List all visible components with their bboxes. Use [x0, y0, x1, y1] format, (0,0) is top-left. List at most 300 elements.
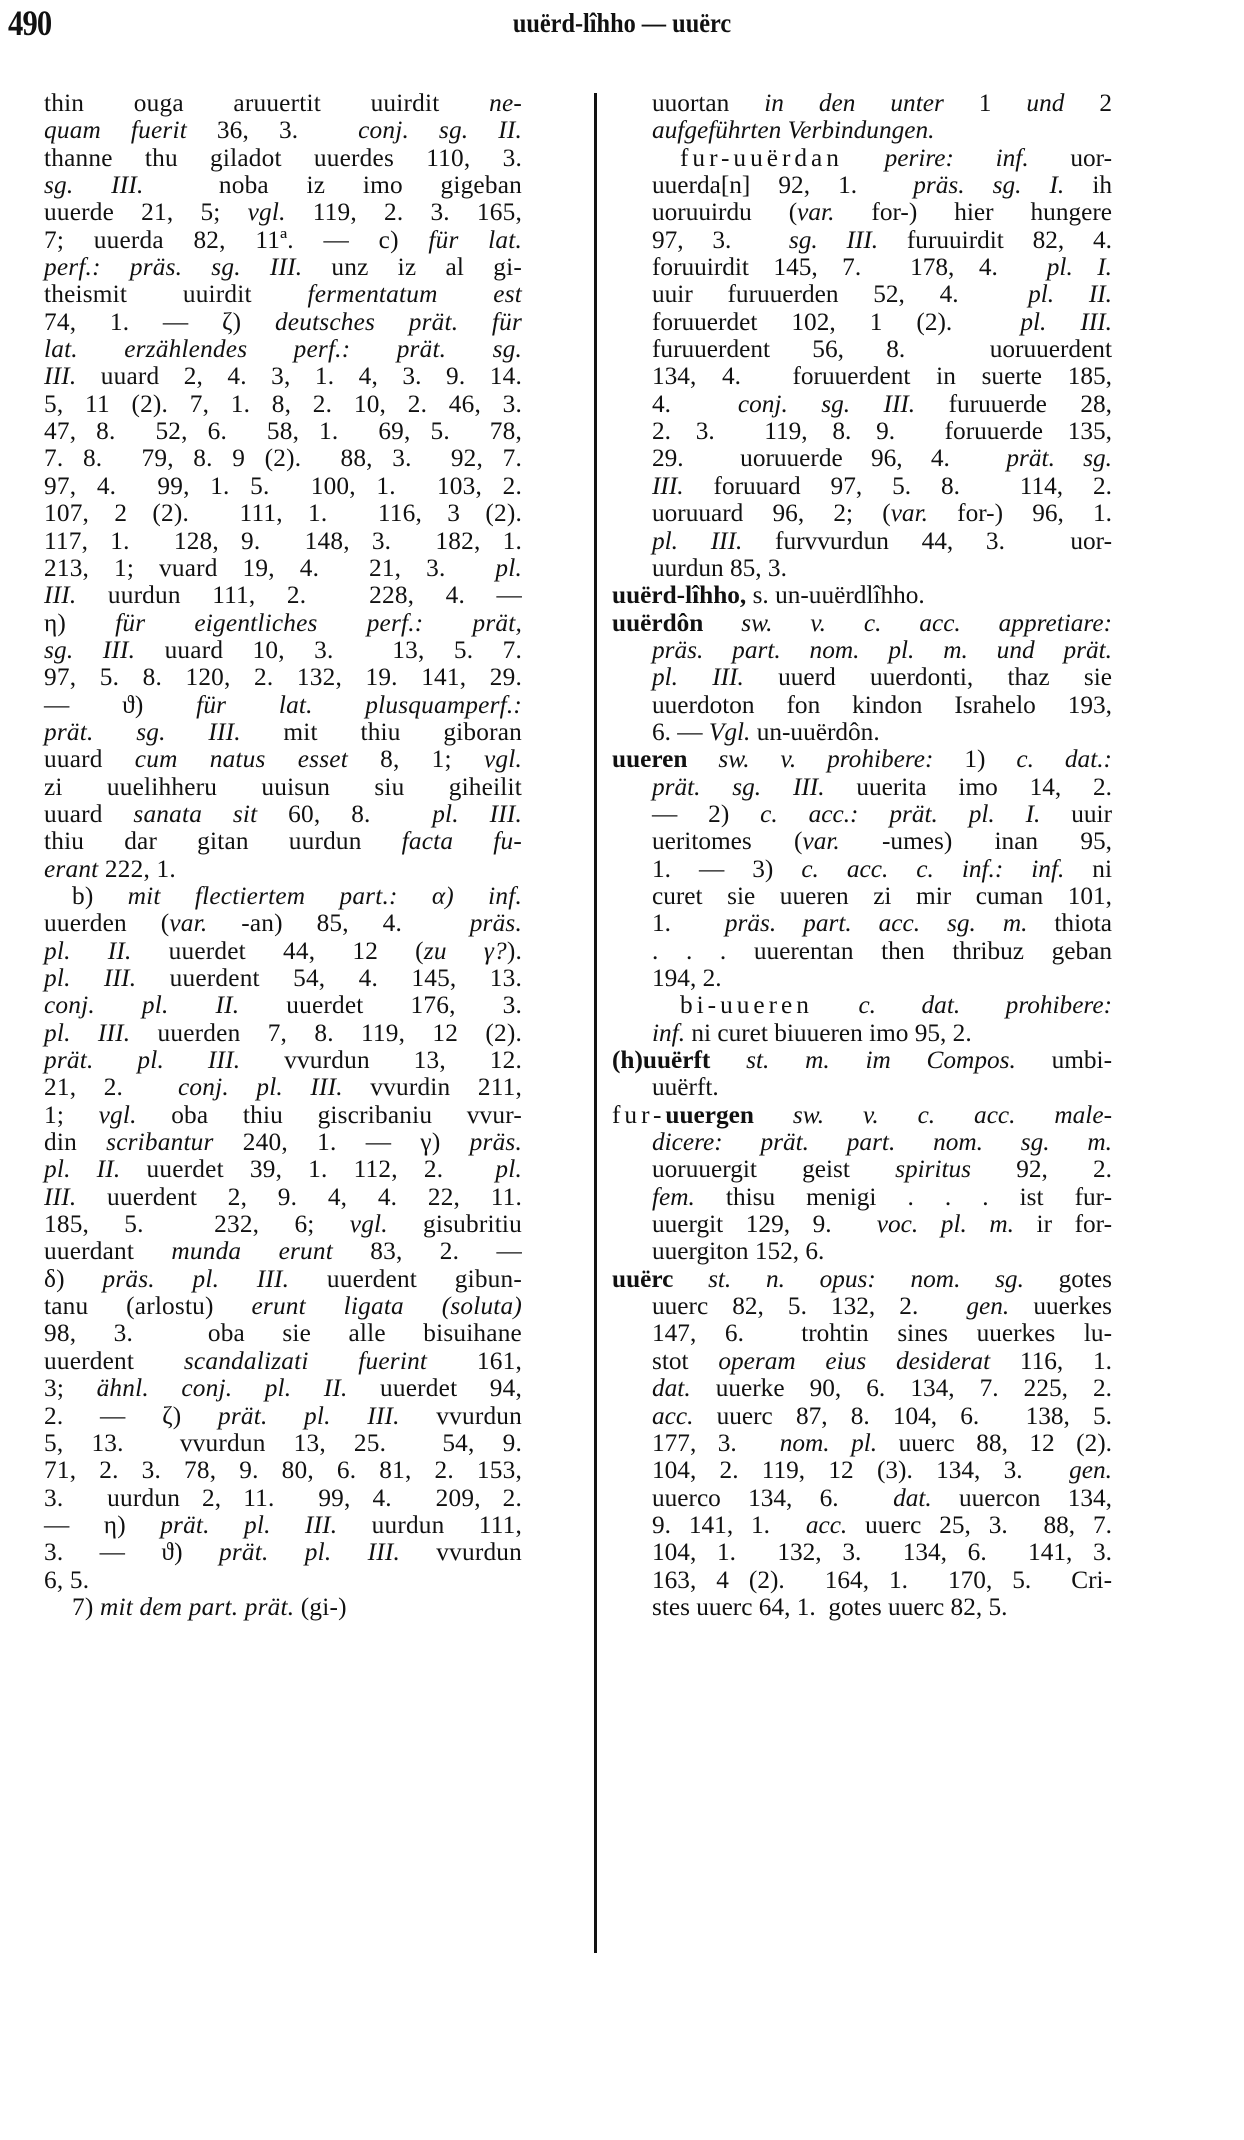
- text-segment: uuerc 87, 8. 104, 6. 138, 5.: [693, 1401, 1112, 1430]
- text-line: [44, 363, 522, 390]
- text-segment: oba thiu giscribaniu vvur-: [136, 1100, 522, 1129]
- text-line: [44, 281, 522, 308]
- text-line: [612, 473, 1112, 500]
- text-line: [44, 1348, 522, 1375]
- text-segment: ih: [1064, 171, 1112, 200]
- text-line: [44, 90, 522, 117]
- text-line: [612, 1457, 1112, 1484]
- italic-text: scribantur: [106, 1128, 214, 1157]
- text-line: [44, 582, 522, 609]
- italic-text: vgl.: [98, 1100, 137, 1129]
- text-segment: 98, 3. oba sie alle bisuihane: [44, 1319, 522, 1348]
- running-head: uuërd-lîhho — uuërc: [512, 8, 732, 38]
- text-line: [612, 1485, 1112, 1512]
- text-line: [612, 363, 1112, 390]
- text-line: [612, 1129, 1112, 1156]
- italic-text: perire: inf.: [884, 143, 1029, 172]
- text-segment: -an) 85, 4.: [207, 909, 470, 938]
- text-segment: 147, 6. trohtin sines uuerkes lu-: [652, 1319, 1112, 1348]
- text-segment: uuerdent: [44, 1346, 184, 1375]
- text-line: [612, 199, 1112, 226]
- italic-text: pl.: [495, 1155, 522, 1184]
- text-line: [44, 1211, 522, 1238]
- text-segment: 117, 1. 128, 9. 148, 3. 182, 1.: [44, 526, 522, 555]
- text-segment: 3. — ϑ): [44, 1538, 219, 1567]
- italic-text: facta fu-: [401, 827, 522, 856]
- italic-text: pl. II.: [44, 936, 132, 965]
- text-line: [612, 1320, 1112, 1347]
- text-segment: gotes: [1023, 1264, 1112, 1293]
- text-segment: [754, 1101, 793, 1129]
- headword: (h)uuërft: [612, 1046, 711, 1075]
- text-segment: 222, 1.: [98, 854, 176, 883]
- text-segment: uuerc 25, 3. 88, 7.: [847, 1510, 1113, 1539]
- text-segment: uuerke 90, 6. 134, 7. 225, 2.: [690, 1374, 1112, 1403]
- text-segment: furuuirdit 82, 4.: [878, 225, 1112, 254]
- text-segment: 97, 5. 8. 120, 2. 132, 19. 141, 29.: [44, 663, 522, 692]
- italic-text: pl. III.: [1020, 307, 1112, 336]
- text-segment: 240, 1. — γ): [213, 1128, 470, 1157]
- text-line: [44, 1403, 522, 1430]
- text-line: [612, 172, 1112, 199]
- text-segment: 74, 1. — ζ): [44, 307, 275, 336]
- text-line: [44, 1047, 522, 1074]
- text-line: [44, 1594, 522, 1621]
- text-segment: ).: [506, 936, 522, 965]
- text-segment: 71, 2. 3. 78, 9. 80, 6. 81, 2. 153,: [44, 1456, 522, 1485]
- text-segment: uurdun 85, 3.: [652, 553, 787, 582]
- text-segment: uuerdent 54, 4. 145, 13.: [136, 964, 523, 992]
- text-line: [612, 281, 1112, 308]
- headword: uueren: [612, 745, 688, 774]
- text-line: [612, 883, 1112, 910]
- text-segment: 107, 2 (2). 111, 1. 116, 3 (2).: [44, 499, 522, 528]
- text-line: [44, 254, 522, 281]
- text-segment: foruuard 97, 5. 8. 114, 2.: [683, 471, 1112, 500]
- text-line: [44, 473, 522, 500]
- italic-text: erant: [44, 854, 99, 883]
- italic-text: für eigentliches perf.: prät,: [115, 608, 522, 637]
- text-segment: ni curet biuueren imo 95, 2.: [685, 1018, 972, 1047]
- text-line: [612, 500, 1112, 527]
- text-line: [44, 391, 522, 418]
- text-segment: uor-: [1028, 143, 1112, 172]
- text-line: [44, 1567, 522, 1594]
- text-line: [612, 528, 1112, 555]
- text-segment: uuerden (: [44, 909, 170, 938]
- text-segment: 185, 5. 232, 6;: [44, 1210, 350, 1239]
- text-line: [44, 1539, 522, 1566]
- text-segment: gisubritiu: [387, 1210, 523, 1239]
- text-line: [612, 1238, 1112, 1265]
- italic-text: für lat.: [428, 225, 522, 254]
- text-line: [44, 801, 522, 828]
- italic-text: scandalizati fuerint: [183, 1346, 428, 1375]
- text-segment: 8, 1;: [347, 745, 484, 774]
- text-segment: 47, 8. 52, 6. 58, 1. 69, 5. 78,: [44, 417, 522, 446]
- text-segment: uuergiton 152, 6.: [652, 1237, 825, 1266]
- spaced-headword: fur-uuërdan: [680, 143, 843, 172]
- text-segment: theismit uuirdit: [44, 280, 308, 309]
- italic-text: pl. II.: [44, 1155, 121, 1184]
- text-line: [612, 1156, 1112, 1183]
- italic-text: dat.: [652, 1374, 691, 1403]
- italic-text: zu γ?: [423, 936, 507, 965]
- text-segment: uuerdet 44, 12 (: [131, 936, 424, 965]
- text-segment: uuerden 7, 8. 119, 12 (2).: [130, 1018, 522, 1047]
- text-segment: thin ouga aruuertit uuirdit: [44, 89, 490, 117]
- text-line: [612, 1348, 1112, 1375]
- italic-text: nom. pl.: [779, 1428, 878, 1457]
- text-segment: stot: [652, 1346, 719, 1375]
- italic-text: präs.: [469, 1128, 522, 1157]
- text-line: [612, 828, 1112, 855]
- text-line: [44, 117, 522, 144]
- text-segment: 163, 4 (2). 164, 1. 170, 5. Cri-: [652, 1565, 1112, 1594]
- text-segment: 104, 1. 132, 3. 134, 6. 141, 3.: [652, 1538, 1112, 1567]
- text-segment: 60, 8.: [257, 799, 433, 828]
- text-segment: uuard 10, 3. 13, 5. 7.: [135, 635, 523, 664]
- headword: uuërc: [612, 1264, 674, 1293]
- text-segment: 2. — ζ): [44, 1401, 218, 1430]
- italic-text: c. dat.:: [1016, 745, 1112, 774]
- italic-text: var.: [802, 827, 840, 856]
- italic-text: sanata sit: [133, 799, 258, 828]
- text-segment: thanne thu giladot uuerdes 110, 3.: [44, 143, 522, 172]
- headword: uuërdôn: [612, 608, 704, 637]
- text-line: [44, 1512, 522, 1539]
- italic-text: erunt ligata (soluta): [251, 1292, 522, 1321]
- italic-text: sw. v. prohibere:: [718, 745, 934, 774]
- text-line: [612, 336, 1112, 363]
- italic-text: prät. pl. III.: [217, 1401, 400, 1430]
- italic-text: ne-: [489, 89, 522, 117]
- text-line: [612, 637, 1112, 664]
- text-segment: δ): [44, 1264, 103, 1293]
- text-segment: 83, 2. —: [332, 1237, 522, 1266]
- entry-headword-line: [612, 610, 1112, 637]
- text-segment: thiu dar gitan uurdun: [44, 827, 402, 856]
- text-segment: uoruuard 96, 2; (: [652, 499, 891, 528]
- italic-text: präs.: [469, 909, 522, 938]
- italic-text: präs. part. acc. sg. m.: [724, 909, 1028, 938]
- italic-text: vgl.: [247, 198, 286, 227]
- text-segment: uuerdant: [44, 1237, 172, 1266]
- text-segment: uuard: [44, 799, 134, 828]
- text-line: [44, 1156, 522, 1183]
- left-column: [44, 90, 522, 1621]
- italic-text: gen.: [1069, 1456, 1112, 1485]
- text-line: [44, 172, 522, 199]
- text-segment: unz iz al gi-: [302, 253, 522, 282]
- text-segment: foruuirdit 145, 7. 178, 4.: [652, 253, 1047, 282]
- text-line: [612, 856, 1112, 883]
- text-line: [44, 1293, 522, 1320]
- text-segment: uuerkes: [1009, 1292, 1112, 1321]
- text-segment: -umes) inan 95,: [839, 827, 1112, 856]
- italic-text: var.: [797, 198, 835, 227]
- text-segment: 6. —: [652, 717, 709, 746]
- text-line: [44, 719, 522, 746]
- text-segment: [813, 991, 859, 1019]
- italic-text: st. m. im Compos.: [746, 1046, 1016, 1075]
- text-segment: uuerdet 94,: [347, 1374, 522, 1403]
- italic-text: inf.: [652, 1018, 686, 1047]
- text-line: [44, 227, 522, 254]
- text-segment: thiota: [1027, 909, 1112, 938]
- text-segment: uuerdet 176, 3.: [239, 991, 522, 1020]
- text-line: [44, 938, 522, 965]
- italic-text: cum natus esset: [134, 745, 348, 774]
- text-line: [612, 1594, 1112, 1621]
- text-segment: uuerc 82, 5. 132, 2.: [652, 1292, 967, 1321]
- text-segment: 9. 141, 1.: [652, 1510, 806, 1539]
- text-segment: — 2): [652, 799, 761, 828]
- text-line: [612, 227, 1112, 254]
- italic-text: sg. III.: [788, 225, 879, 254]
- text-segment: 36, 3.: [186, 116, 359, 145]
- text-segment: — ϑ): [44, 690, 197, 719]
- italic-text: aufgeführten Verbindungen.: [652, 116, 935, 145]
- text-segment: uuercon 134,: [931, 1483, 1112, 1512]
- italic-text: sw. v. c. acc. appretiare:: [741, 608, 1112, 637]
- text-segment: uoruuergit geist: [652, 1155, 896, 1184]
- text-segment: 116, 1.: [990, 1346, 1112, 1375]
- text-line: [44, 445, 522, 472]
- italic-text: pl. III.: [652, 663, 744, 692]
- text-segment: ni: [1064, 854, 1112, 883]
- italic-text: sg. III.: [44, 635, 136, 664]
- text-segment: vvurdun: [399, 1401, 522, 1430]
- text-line: [612, 1403, 1112, 1430]
- italic-text: var.: [169, 909, 208, 938]
- text-line: [44, 965, 522, 992]
- text-line: [612, 1184, 1112, 1211]
- column-divider: [594, 93, 597, 1953]
- text-line: [612, 418, 1112, 445]
- text-segment: foruuerdet 102, 1 (2).: [652, 307, 1021, 336]
- italic-text: pl.: [495, 553, 522, 582]
- text-segment: 5, 13. vvurdun 13, 25. 54, 9.: [44, 1428, 522, 1457]
- text-segment: furvvurdun 44, 3. uor-: [742, 526, 1112, 555]
- text-line: [612, 719, 1112, 746]
- entry-headword-line: [612, 582, 1112, 609]
- text-segment: 7. 8. 79, 8. 9 (2). 88, 3. 92, 7.: [44, 444, 522, 473]
- text-line: [44, 1485, 522, 1512]
- text-segment: 213, 1; vuard 19, 4. 21, 3.: [44, 553, 496, 582]
- text-segment: 1): [933, 745, 1017, 774]
- text-line: [612, 1430, 1112, 1457]
- text-segment: 3;: [44, 1374, 97, 1403]
- text-line: [612, 1211, 1112, 1238]
- text-line: [44, 1266, 522, 1293]
- italic-text: III.: [44, 581, 77, 610]
- italic-text: prät. pl. III.: [219, 1538, 401, 1567]
- text-line: [44, 418, 522, 445]
- italic-text: III.: [44, 362, 77, 391]
- italic-text: voc. pl. m.: [876, 1210, 1014, 1239]
- text-segment: mit thiu giboran: [240, 717, 522, 746]
- italic-text: mit flectiertem part.: α) inf.: [127, 881, 522, 910]
- text-line: [44, 828, 522, 855]
- text-line: [44, 1457, 522, 1484]
- text-segment: uuerdet 39, 1. 112, 2.: [120, 1155, 496, 1184]
- text-segment: tanu (arlostu): [44, 1292, 252, 1321]
- text-segment: 1.: [652, 909, 725, 938]
- text-segment: uuortan: [652, 89, 765, 117]
- page-number: 490: [8, 3, 52, 43]
- text-segment: 1: [943, 89, 1027, 117]
- italic-text: prät. sg. III.: [652, 772, 825, 801]
- italic-text: ähnl. conj. pl. II.: [96, 1374, 348, 1403]
- italic-text: für lat. plusquamperf.:: [196, 690, 522, 719]
- italic-text: pl. III.: [432, 799, 522, 828]
- text-segment: 134, 4. foruuerdent in suerte 185,: [652, 362, 1112, 391]
- text-segment: stes uuerc 64, 1. gotes uuerc 82, 5.: [652, 1592, 1008, 1621]
- text-line: [612, 90, 1112, 117]
- text-segment: zi uuelihheru uuisun siu giheilit: [44, 772, 522, 801]
- text-line: [612, 910, 1112, 937]
- text-line: [44, 664, 522, 691]
- text-segment: uurdun 111, 2. 228, 4. —: [76, 581, 522, 610]
- text-segment: uuir furuuerden 52, 4.: [652, 280, 1029, 309]
- italic-text: spiritus: [895, 1155, 972, 1184]
- italic-text: c. acc. c. inf.: inf.: [801, 854, 1065, 883]
- italic-text: munda erunt: [171, 1237, 333, 1266]
- spaced-headword: fur-: [612, 1100, 666, 1129]
- italic-text: präs. part. nom. pl. m. und prät.: [652, 635, 1112, 664]
- italic-text: sg. III.: [44, 171, 144, 200]
- text-line: [44, 1238, 522, 1265]
- text-segment: uuerde 21, 5;: [44, 198, 248, 227]
- headword: uuërd-lîhho,: [612, 581, 747, 610]
- text-segment: 92, 2.: [971, 1155, 1112, 1184]
- text-line: [612, 1512, 1112, 1539]
- text-segment: 97, 3.: [652, 225, 789, 254]
- italic-text: pl. III.: [44, 1018, 131, 1047]
- text-segment: 1;: [44, 1100, 99, 1129]
- italic-text: conj. sg. II.: [358, 116, 522, 145]
- text-line: [612, 1074, 1112, 1101]
- text-line: [612, 801, 1112, 828]
- entry-headword-line: [612, 1266, 1112, 1293]
- text-line: [612, 555, 1112, 582]
- right-column: [612, 90, 1112, 1621]
- italic-text: vgl.: [483, 745, 522, 774]
- text-segment: [710, 1046, 746, 1074]
- text-line: [44, 500, 522, 527]
- text-segment: thisu menigi . . . ist fur-: [694, 1182, 1112, 1211]
- text-segment: 2. 3. 119, 8. 9. foruuerde 135,: [652, 417, 1112, 446]
- text-segment: uuard 2, 4. 3, 1. 4, 3. 9. 14.: [76, 362, 522, 391]
- text-segment: 21, 2.: [44, 1073, 178, 1102]
- text-segment: 1. — 3): [652, 854, 802, 883]
- text-segment: 119, 2. 3. 165,: [285, 198, 522, 227]
- italic-text: prät. sg. III.: [44, 717, 241, 746]
- italic-text: conj. sg. III.: [737, 389, 916, 418]
- spaced-headword: bi-uueren: [680, 991, 813, 1020]
- text-segment: 97, 4. 99, 1. 5. 100, 1. 103, 2.: [44, 471, 522, 500]
- text-segment: . . . uuerentan then thribuz geban: [652, 936, 1112, 965]
- text-segment: curet sie uueren zi mir cuman 101,: [652, 881, 1112, 910]
- italic-text: prät. sg.: [1006, 444, 1112, 473]
- italic-text: var.: [890, 499, 928, 528]
- italic-text: conj. pl. III.: [178, 1073, 343, 1102]
- text-line: [44, 1184, 522, 1211]
- text-segment: uuard: [44, 745, 135, 774]
- text-line: [44, 336, 522, 363]
- italic-text: st. n. opus: nom. sg.: [708, 1264, 1024, 1293]
- text-segment: 7): [72, 1592, 100, 1621]
- text-segment: uuir: [1040, 799, 1112, 828]
- text-line: [612, 1293, 1112, 1320]
- entry-headword-line: [612, 1102, 1112, 1129]
- text-segment: un-uuërdôn.: [750, 717, 880, 746]
- text-segment: 29. uoruuerde 96, 4.: [652, 444, 1007, 473]
- text-line: [612, 1539, 1112, 1566]
- text-line: [44, 199, 522, 226]
- text-line: [44, 528, 522, 555]
- italic-text: und: [1026, 89, 1065, 117]
- italic-text: conj. pl. II.: [44, 991, 240, 1020]
- italic-text: acc.: [805, 1510, 848, 1539]
- text-segment: 161,: [427, 1346, 522, 1375]
- text-segment: for-) hier hungere: [834, 198, 1112, 227]
- text-segment: η): [44, 608, 116, 637]
- text-segment: vvurdun 13, 12.: [240, 1046, 522, 1075]
- text-line: [612, 254, 1112, 281]
- text-segment: [703, 609, 741, 637]
- text-segment: [673, 1265, 708, 1293]
- text-line: [44, 1102, 522, 1129]
- text-line: [44, 910, 522, 937]
- text-segment: — η): [44, 1510, 161, 1539]
- entry-headword-line: [612, 746, 1112, 773]
- italic-text: präs. pl. III.: [102, 1264, 290, 1293]
- text-segment: vvurdun: [400, 1538, 522, 1567]
- italic-text: III.: [652, 471, 684, 500]
- text-segment: uuerdent 2, 9. 4, 4. 22, 11.: [76, 1182, 522, 1211]
- italic-text: Vgl.: [708, 717, 751, 746]
- italic-text: prät. pl. III.: [44, 1046, 241, 1075]
- text-line: [44, 856, 522, 883]
- text-line: [44, 555, 522, 582]
- text-line: [44, 1020, 522, 1047]
- italic-text: pl. III.: [652, 526, 743, 555]
- text-line: [44, 883, 522, 910]
- italic-text: prät. pl. III.: [160, 1510, 338, 1539]
- text-line: [44, 1129, 522, 1156]
- italic-text: lat. erzählendes perf.: prät. sg.: [44, 335, 522, 364]
- text-segment: furuuerde 28,: [915, 389, 1112, 418]
- text-line: [612, 445, 1112, 472]
- text-line: [612, 145, 1112, 172]
- text-line: [612, 774, 1112, 801]
- text-line: [612, 938, 1112, 965]
- text-segment: 7; uuerda 82, 11ª. — c): [44, 225, 429, 254]
- text-segment: b): [72, 881, 128, 910]
- text-segment: umbi-: [1015, 1046, 1112, 1075]
- text-segment: [843, 144, 885, 172]
- italic-text: acc.: [652, 1401, 694, 1430]
- entry-headword-line: [612, 1047, 1112, 1074]
- text-line: [612, 1567, 1112, 1594]
- text-segment: 177, 3.: [652, 1428, 780, 1457]
- italic-text: präs. sg. I.: [913, 171, 1065, 200]
- headword: uuergen: [665, 1100, 754, 1129]
- text-line: [44, 774, 522, 801]
- text-line: [44, 309, 522, 336]
